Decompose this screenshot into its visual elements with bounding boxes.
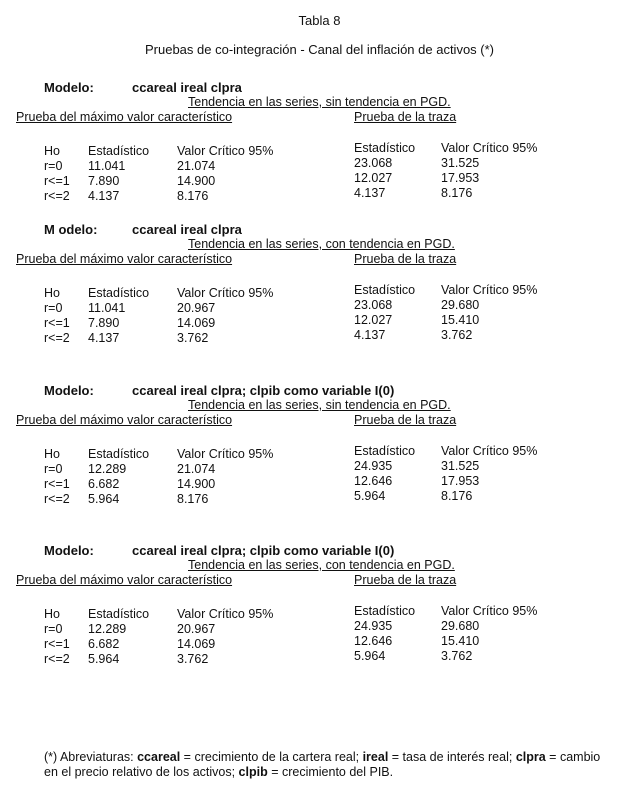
trace-statistic: 23.068 [354, 298, 393, 312]
max-critical-value: 21.074 [177, 159, 216, 173]
table-subtitle: Pruebas de co-integración - Canal del inflación de activos (*) [144, 42, 495, 57]
footnote-definition: = cambio en el precio relativo de los activos; [44, 750, 601, 779]
max-critical-value: 14.900 [177, 174, 216, 188]
row-hypothesis: r<=2 [44, 189, 70, 203]
col-header-ho: Ho [44, 144, 60, 158]
trace-statistic: 24.935 [354, 619, 393, 633]
trace-statistic: 5.964 [354, 649, 386, 663]
max-critical-value: 8.176 [177, 189, 209, 203]
trace-critical-value: 31.525 [441, 459, 480, 473]
max-statistic: 5.964 [88, 492, 120, 506]
col-header-stat: Estadístico [88, 607, 150, 621]
max-eigen-test-heading: Prueba del máximo valor característico [16, 413, 233, 427]
max-critical-value: 14.900 [177, 477, 216, 491]
row-hypothesis: r=0 [44, 159, 63, 173]
footnote-definition: = crecimiento de la cartera real; [180, 750, 363, 764]
footnote-definition: = tasa de interés real; [388, 750, 516, 764]
col-header-crit: Valor Crítico 95% [441, 444, 538, 458]
table-title: Tabla 8 [298, 13, 341, 28]
trend-spec: Tendencia en las series, con tendencia en PGD. [188, 237, 455, 251]
row-hypothesis: r=0 [44, 622, 63, 636]
max-eigen-test-heading: Prueba del máximo valor característico [16, 252, 233, 266]
trace-test-heading: Prueba de la traza [354, 573, 457, 587]
model-label: M odelo: [44, 222, 98, 237]
col-header-ho: Ho [44, 447, 60, 461]
trace-critical-value: 29.680 [441, 619, 480, 633]
row-hypothesis: r<=1 [44, 174, 70, 188]
max-statistic: 6.682 [88, 637, 120, 651]
footnote-definition: = crecimiento del PIB. [267, 765, 394, 779]
max-critical-value: 21.074 [177, 462, 216, 476]
max-critical-value: 20.967 [177, 622, 216, 636]
col-header-crit: Valor Crítico 95% [441, 141, 538, 155]
col-header-crit: Valor Crítico 95% [177, 286, 274, 300]
trace-test-heading: Prueba de la traza [354, 110, 457, 124]
footnote-term: clpib [238, 765, 268, 779]
col-header-stat: Estadístico [354, 141, 416, 155]
model-label: Modelo: [44, 383, 94, 398]
max-critical-value: 3.762 [177, 652, 209, 666]
max-critical-value: 3.762 [177, 331, 209, 345]
trace-test-heading: Prueba de la traza [354, 252, 457, 266]
trace-test-heading: Prueba de la traza [354, 413, 457, 427]
trace-critical-value: 3.762 [441, 328, 473, 342]
max-statistic: 6.682 [88, 477, 120, 491]
col-header-stat: Estadístico [354, 604, 416, 618]
col-header-stat: Estadístico [88, 286, 150, 300]
trace-critical-value: 15.410 [441, 313, 480, 327]
col-header-stat: Estadístico [354, 444, 416, 458]
footnote-term: ccareal [137, 750, 181, 764]
trace-statistic: 4.137 [354, 186, 386, 200]
model-block [16, 222, 604, 347]
col-header-ho: Ho [44, 607, 60, 621]
model-block [16, 80, 604, 205]
model-block [16, 383, 604, 508]
trend-spec: Tendencia en las series, sin tendencia en PGD. [188, 95, 451, 109]
row-hypothesis: r<=2 [44, 331, 70, 345]
trace-critical-value: 17.953 [441, 474, 480, 488]
trace-critical-value: 29.680 [441, 298, 480, 312]
row-hypothesis: r=0 [44, 462, 63, 476]
trace-statistic: 4.137 [354, 328, 386, 342]
trace-statistic: 12.646 [354, 474, 393, 488]
col-header-crit: Valor Crítico 95% [177, 447, 274, 461]
trace-critical-value: 3.762 [441, 649, 473, 663]
trace-statistic: 5.964 [354, 489, 386, 503]
max-statistic: 4.137 [88, 189, 120, 203]
model-variables: ccareal ireal clpra [132, 222, 242, 237]
col-header-crit: Valor Crítico 95% [177, 607, 274, 621]
trace-critical-value: 15.410 [441, 634, 480, 648]
max-critical-value: 14.069 [177, 637, 216, 651]
footnote-term: ireal [362, 750, 389, 764]
max-eigen-test-heading: Prueba del máximo valor característico [16, 573, 233, 587]
max-statistic: 7.890 [88, 316, 120, 330]
model-label: Modelo: [44, 80, 94, 95]
trace-critical-value: 8.176 [441, 489, 473, 503]
trace-statistic: 24.935 [354, 459, 393, 473]
model-variables: ccareal ireal clpra; clpib como variable I(0) [132, 383, 395, 398]
col-header-stat: Estadístico [354, 283, 416, 297]
max-eigen-test-heading: Prueba del máximo valor característico [16, 110, 233, 124]
max-statistic: 12.289 [88, 462, 127, 476]
row-hypothesis: r<=2 [44, 492, 70, 506]
col-header-ho: Ho [44, 286, 60, 300]
trend-spec: Tendencia en las series, con tendencia en PGD. [188, 558, 455, 572]
footnote-term: clpra [515, 750, 546, 764]
max-statistic: 11.041 [88, 159, 126, 173]
trace-critical-value: 17.953 [441, 171, 480, 185]
row-hypothesis: r<=1 [44, 637, 70, 651]
model-block [16, 543, 604, 668]
col-header-stat: Estadístico [88, 447, 150, 461]
max-statistic: 4.137 [88, 331, 120, 345]
row-hypothesis: r<=2 [44, 652, 70, 666]
max-statistic: 5.964 [88, 652, 120, 666]
col-header-stat: Estadístico [88, 144, 150, 158]
footnote [44, 750, 604, 780]
max-statistic: 12.289 [88, 622, 127, 636]
max-critical-value: 20.967 [177, 301, 216, 315]
max-critical-value: 14.069 [177, 316, 216, 330]
trace-statistic: 23.068 [354, 156, 393, 170]
max-statistic: 7.890 [88, 174, 120, 188]
trend-spec: Tendencia en las series, sin tendencia en PGD. [188, 398, 451, 412]
footnote-prefix: (*) Abreviaturas: [44, 750, 138, 764]
model-label: Modelo: [44, 543, 94, 558]
max-statistic: 11.041 [88, 301, 126, 315]
trace-statistic: 12.027 [354, 313, 393, 327]
trace-critical-value: 8.176 [441, 186, 473, 200]
trace-statistic: 12.027 [354, 171, 393, 185]
col-header-crit: Valor Crítico 95% [441, 604, 538, 618]
col-header-crit: Valor Crítico 95% [177, 144, 274, 158]
model-variables: ccareal ireal clpra; clpib como variable I(0) [132, 543, 395, 558]
model-variables: ccareal ireal clpra [132, 80, 242, 95]
row-hypothesis: r<=1 [44, 316, 70, 330]
trace-statistic: 12.646 [354, 634, 393, 648]
row-hypothesis: r=0 [44, 301, 63, 315]
max-critical-value: 8.176 [177, 492, 209, 506]
row-hypothesis: r<=1 [44, 477, 70, 491]
col-header-crit: Valor Crítico 95% [441, 283, 538, 297]
trace-critical-value: 31.525 [441, 156, 480, 170]
